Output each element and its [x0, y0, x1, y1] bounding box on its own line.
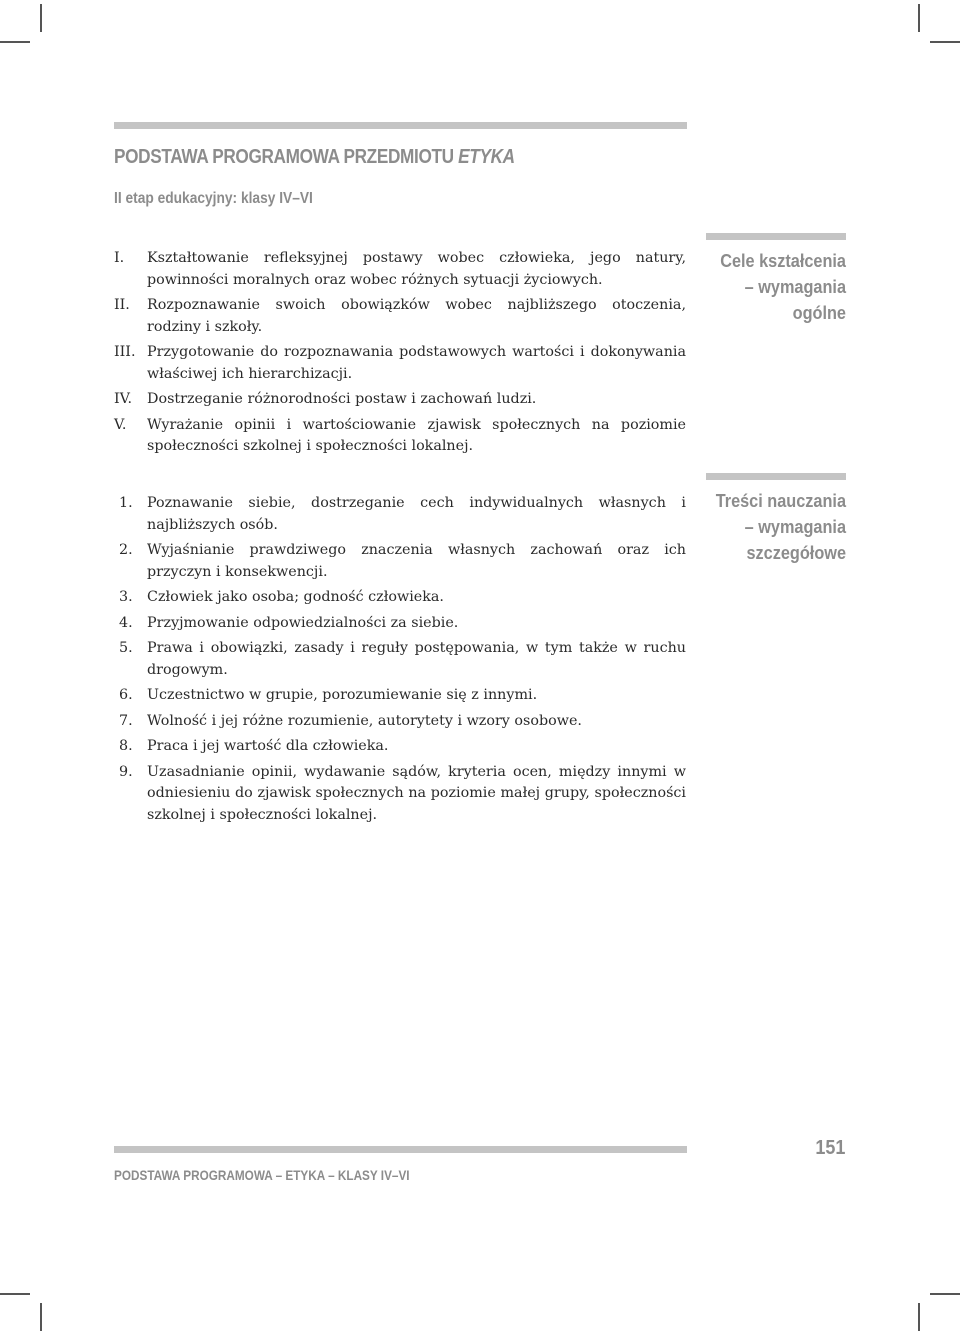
item-text: Człowiek jako osoba; godność człowieka.	[147, 589, 444, 605]
list-item	[114, 540, 686, 583]
item-number: 3.	[119, 589, 133, 605]
item-number: 4.	[119, 614, 133, 631]
crop-mark	[918, 1303, 920, 1331]
list-item	[114, 613, 686, 635]
crop-mark	[0, 1293, 30, 1295]
list-item	[114, 415, 686, 458]
item-text: Rozpoznawanie swoich obowiązków wobec najbliższego otoczenia, rodziny i szkoły.	[147, 297, 686, 335]
item-number: 7.	[119, 712, 133, 729]
list-item	[114, 295, 686, 338]
list-item	[114, 736, 686, 758]
item-text: Wyrażanie opinii i wartościowanie zjawisk społecznych na poziomie społeczności szkolnej i społeczności lokalnej.	[147, 416, 686, 454]
list-item	[114, 493, 686, 536]
item-text: Praca i jej wartość dla człowieka.	[147, 738, 389, 754]
item-number: 9.	[119, 763, 133, 780]
item-number: 2.	[119, 542, 133, 558]
crop-mark	[0, 41, 30, 43]
title-subject: ETYKA	[458, 146, 515, 168]
item-number: 6.	[119, 687, 133, 703]
crop-mark	[930, 1293, 960, 1295]
item-number: I.	[114, 250, 125, 266]
item-text: Przyjmowanie odpowiedzialności za siebie.	[147, 614, 459, 631]
item-number: 5.	[119, 640, 133, 656]
crop-mark	[40, 4, 42, 32]
item-text: Wyjaśnianie prawdziwego znaczenia własnych zachowań oraz ich przyczyn i konsekwencji.	[147, 542, 686, 580]
detailed-requirements-list	[114, 493, 686, 830]
list-item	[114, 685, 686, 707]
list-item	[114, 762, 686, 827]
list-item	[114, 711, 686, 733]
item-text: Wolność i jej różne rozumienie, autorytety i wzory osobowe.	[147, 712, 582, 729]
list-item	[114, 248, 686, 291]
page-number: 151	[814, 1137, 845, 1159]
general-requirements-list	[114, 248, 686, 462]
item-number: IV.	[114, 391, 133, 407]
item-text: Uczestnictwo w grupie, porozumiewanie się z innymi.	[147, 687, 538, 703]
crop-mark	[40, 1303, 42, 1331]
side-rule-detailed	[706, 473, 846, 480]
crop-mark	[930, 41, 960, 43]
item-number: V.	[114, 416, 127, 433]
title-main: PODSTAWA PROGRAMOWA PRZEDMIOTU	[114, 146, 459, 168]
item-text: Kształtowanie refleksyjnej postawy wobec człowieka, jego natury, powinności moralnych oraz wobec różnych sytuacji życiowych.	[147, 250, 686, 288]
footer-rule	[114, 1146, 687, 1153]
side-label-line: Cele kształcenia	[720, 250, 846, 271]
item-text: Uzasadnianie opinii, wydawanie sądów, kryteria ocen, między innymi w odniesieniu do zjawisk społecznych na poziomie małej grupy, społeczności szkolnej i społeczności lokalnej.	[147, 763, 686, 823]
side-label-line: – wymagania	[744, 516, 846, 537]
list-item	[114, 638, 686, 681]
item-number: 8.	[119, 738, 133, 754]
item-number: 1.	[119, 495, 133, 511]
side-label-line: Treści nauczania	[715, 490, 846, 511]
side-label-line: szczegółowe	[746, 542, 846, 563]
item-text: Prawa i obowiązki, zasady i reguły postępowania, w tym także w ruchu drogowym.	[147, 640, 686, 678]
list-item	[114, 342, 686, 385]
side-rule-general	[706, 233, 846, 240]
item-number: II.	[114, 297, 130, 313]
item-text: Poznawanie siebie, dostrzeganie cech indywidualnych własnych i najbliższych osób.	[147, 495, 686, 533]
crop-mark	[918, 4, 920, 32]
item-number: III.	[114, 344, 136, 360]
item-text: Dostrzeganie różnorodności postaw i zachowań ludzi.	[147, 391, 537, 407]
item-text: Przygotowanie do rozpoznawania podstawowych wartości i dokonywania właściwej ich hierarchizacji.	[147, 344, 686, 382]
page-subtitle: II etap edukacyjny: klasy IV–VI	[114, 190, 313, 207]
list-item	[114, 389, 686, 411]
header-rule	[114, 122, 687, 129]
side-label-line: – wymagania	[744, 276, 846, 297]
page-title	[114, 146, 515, 169]
list-item	[114, 587, 686, 609]
running-title: PODSTAWA PROGRAMOWA – ETYKA – KLASY IV–VI	[114, 1167, 410, 1183]
side-label-line: ogólne	[792, 302, 846, 323]
